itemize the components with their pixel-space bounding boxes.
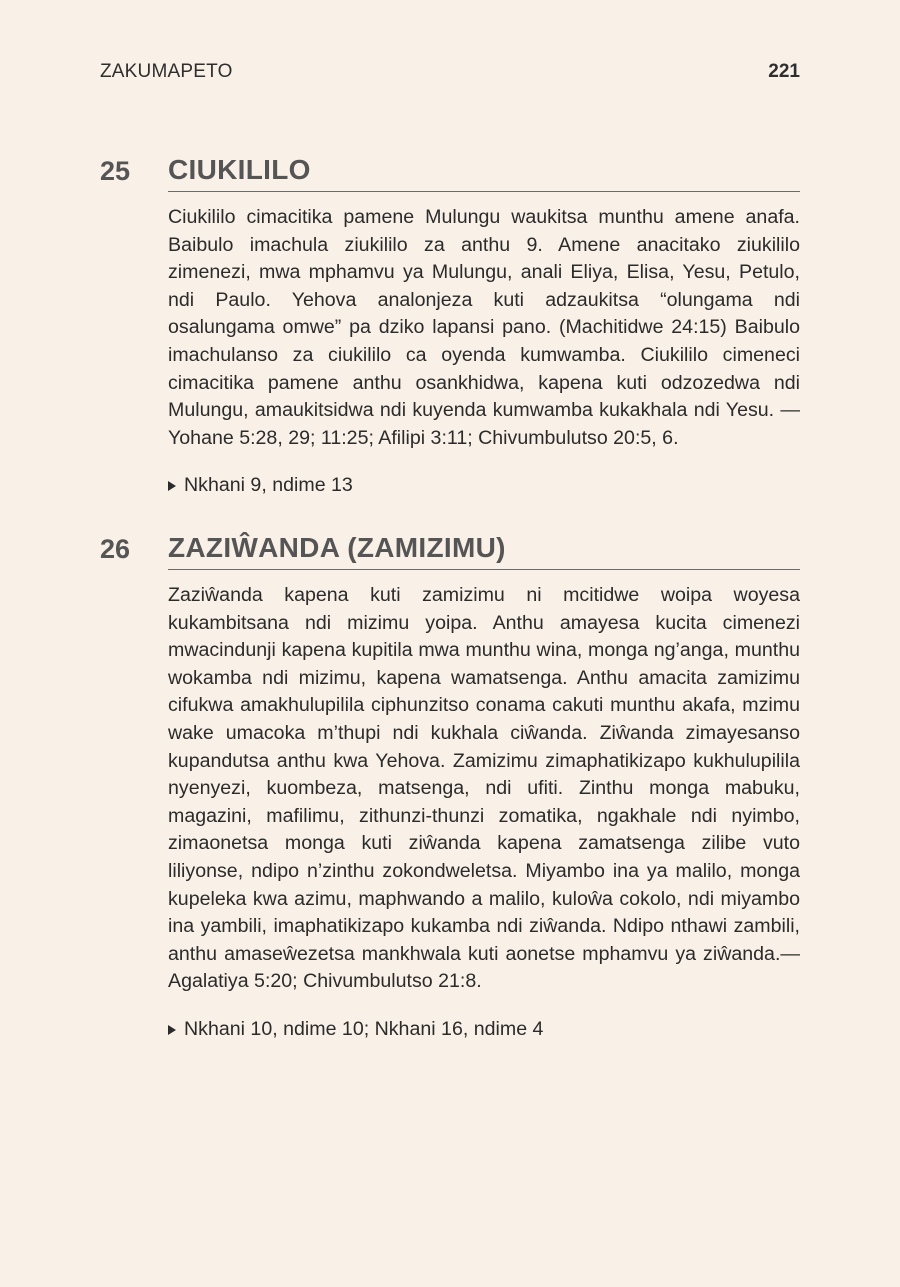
entry-title: CIUKILILO	[168, 154, 311, 185]
page-number: 221	[768, 61, 800, 82]
entry-reference[interactable]	[168, 472, 800, 499]
glossary-entry-26	[100, 528, 800, 1043]
entry-title-rule	[168, 149, 800, 192]
triangle-right-icon	[168, 481, 176, 491]
entry-body: Ciukililo cimacitika pamene Mulungu waukitsa munthu amene anafa. Baibulo imachula ziukililo za anthu 9. Amene anacitako ziukililo zimenezi, mwa mphamvu ya Mulungu, anali Eliya, Elisa, Yesu, Petulo, ndi Paulo. Yehova analonjeza kuti adzaukitsa “olungama ndi osalungama omwe” pa dziko lapansi pano. (Machitidwe 24:15) Baibulo imachulanso za ciukililo ca oyenda kumwamba. Ciukililo cimeneci cimacitika pamene anthu osankhidwa, kapena kuti odzozedwa ndi Mulungu, amaukitsidwa ndi kuyenda kumwamba kukakhala ndi Yesu. —Yohane 5:28, 29; 11:25; Afilipi 3:11; Chivumbulutso 20:5, 6.	[168, 206, 800, 449]
entry-body: Zaziŵanda kapena kuti zamizimu ni mcitidwe woipa woyesa kukambitsana ndi mizimu yoipa. Anthu amayesa kucita cimenezi mwacindunji kapena kupitila mwa munthu wina, monga ng’anga, munthu wokamba ndi mizimu, kapena wamatsenga. Anthu amacita zamizimu cifukwa amakhulupilila ciphunzitso conama cakuti munthu akafa, mzimu wake umacoka m’thupi ndi kukhala ciŵanda. Ziŵanda zimayesanso kupandutsa anthu kwa Yehova. Zamizimu zimaphatikizapo kukhulupilila nyenyezi, kuombeza, matsenga, ndi ufiti. Zinthu monga mabuku, magazini, mafilimu, zithunzi-thunzi zomatika, ngakhale ndi nyimbo, zimaonetsa monga kuti ziŵanda kapena zamatsenga zilibe vuto liliyonse, ndipo n’zinthu zokondweletsa. Miyambo ina ya malilo, monga kupeleka kwa azimu, maphwando a malilo, kuloŵa cokolo, ndi miyambo ina yambili, imaphatikizapo kukamba ndi ziŵanda. Ndipo nthawi zambili, anthu amaseŵezetsa mankhwala kuti aonetse mphamvu ya ziŵanda.—Agalatiya 5:20; Chivumbulutso 21:8.	[168, 584, 800, 993]
entry-heading	[100, 150, 800, 192]
triangle-right-icon	[168, 1025, 176, 1035]
running-title: ZAKUMAPETO	[100, 61, 233, 82]
reference-link[interactable]: Nkhani 10, ndime 10; Nkhani 16, ndime 4	[184, 1017, 544, 1040]
glossary-entry-25	[100, 150, 800, 499]
entry-title: ZAZIŴANDA (ZAMIZIMU)	[168, 532, 506, 563]
entry-heading	[100, 528, 800, 570]
running-head	[100, 58, 800, 86]
entry-reference[interactable]	[168, 1016, 800, 1043]
entry-title-rule	[168, 527, 800, 570]
entry-number: 26	[100, 534, 131, 564]
entry-number: 25	[100, 156, 131, 186]
reference-link[interactable]: Nkhani 9, ndime 13	[184, 473, 353, 496]
